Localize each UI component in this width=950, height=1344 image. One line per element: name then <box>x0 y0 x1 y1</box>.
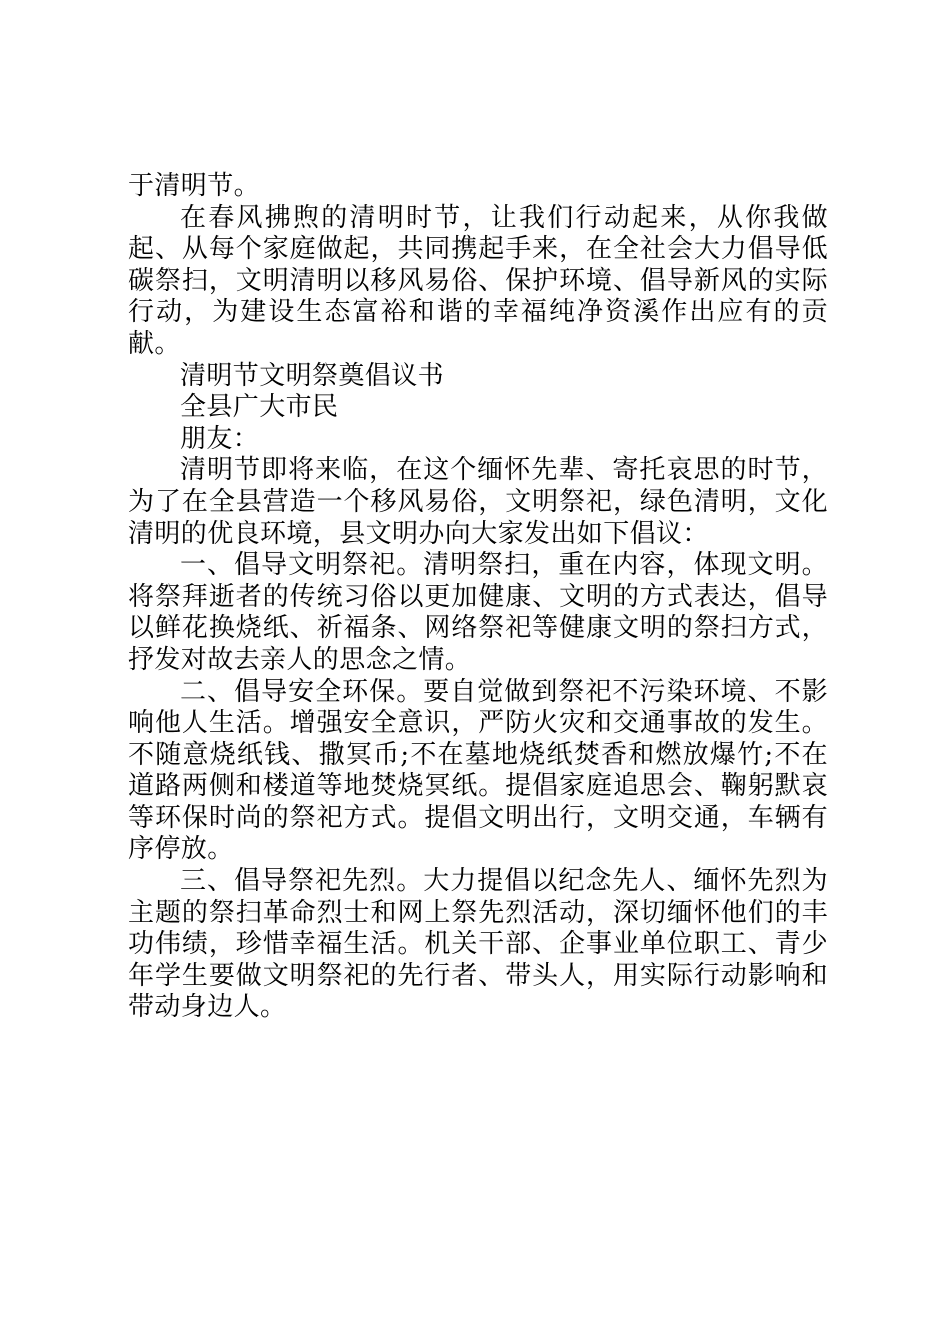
paragraph-closing-appeal: 在春风拂煦的清明时节，让我们行动起来，从你我做起、从每个家庭做起，共同携起手来，在全社会大力倡导低碳祭扫，文明清明以移风易俗、保护环境、倡导新风的实际行动，为建设生态富裕和谐的幸福纯净资溪作出应有的贡献。 <box>128 202 828 359</box>
paragraph-intro: 清明节即将来临，在这个缅怀先辈、寄托哀思的时节，为了在全县营造一个移风易俗，文明祭祀，绿色清明，文化清明的优良环境，县文明办向大家发出如下倡议： <box>128 455 828 549</box>
paragraph-continuation: 于清明节。 <box>128 171 261 201</box>
salutation-line-2: 朋友： <box>180 423 260 454</box>
paragraph-item-2: 二、倡导安全环保。要自觉做到祭祀不污染环境、不影响他人生活。增强安全意识，严防火灾和交通事故的发生。不随意烧纸钱、撒冥币;不在墓地烧纸焚香和燃放爆竹;不在道路两侧和楼道等地焚烧冥纸。提倡家庭追思会、鞠躬默哀等环保时尚的祭祀方式。提倡文明出行，文明交通，车辆有序停放。 <box>128 676 828 865</box>
document-body <box>128 171 828 1024</box>
document-title: 清明节文明祭奠倡议书 <box>180 360 445 391</box>
paragraph-item-3: 三、倡导祭祀先烈。大力提倡以纪念先人、缅怀先烈为主题的祭扫革命烈士和网上祭先烈活动，深切缅怀他们的丰功伟绩，珍惜幸福生活。机关干部、企事业单位职工、青少年学生要做文明祭祀的先行者、带头人，用实际行动影响和带动身边人。 <box>128 866 828 1023</box>
paragraph-item-1: 一、倡导文明祭祀。清明祭扫，重在内容，体现文明。将祭拜逝者的传统习俗以更加健康、文明的方式表达，倡导以鲜花换烧纸、祈福条、网络祭祀等健康文明的祭扫方式，抒发对故去亲人的思念之情。 <box>128 550 828 675</box>
salutation-line-1: 全县广大市民 <box>180 392 339 423</box>
